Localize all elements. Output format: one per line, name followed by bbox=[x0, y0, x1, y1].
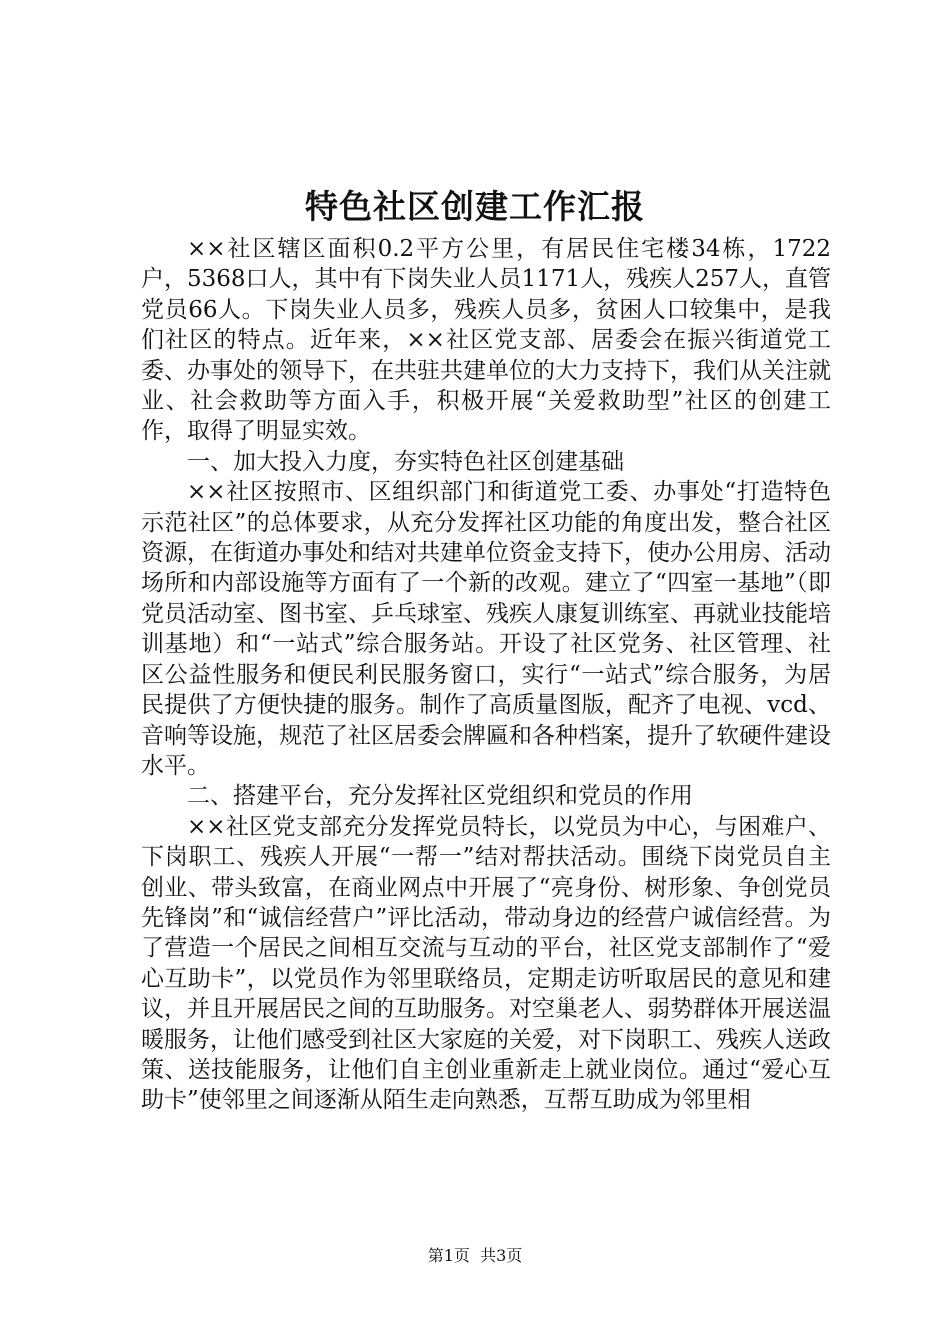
section-heading-2: 二、搭建平台，充分发挥社区党组织和党员的作用 bbox=[187, 783, 693, 810]
page-footer bbox=[0, 1244, 950, 1268]
paragraph-intro: ××社区辖区面积0.2平方公里，有居民住宅楼34栋，1722户，5368口人，其中有下岗失业人员1171人，残疾人257人，直管党员66人。下岗失业人员多，残疾人员多，贫困人口较集中，是我们社区的特点。近年来，××社区党支部、居委会在振兴街道党工委、办事处的领导下，在共驻共建单位的大力支持下，我们从关注就业、社会救助等方面入手，积极开展“关爱救助型”社区的创建工作，取得了明显实效。 bbox=[141, 236, 831, 445]
document-body bbox=[141, 234, 831, 1116]
document-title: 特色社区创建工作汇报 bbox=[305, 187, 645, 226]
paragraph-section-2: ××社区党支部充分发挥党员特长，以党员为中心，与困难户、下岗职工、残疾人开展“一帮一”结对帮扶活动。围绕下岗党员自主创业、带头致富，在商业网点中开展了“亮身份、树形象、争创党员先锋岗”和“诚信经营户”评比活动，带动身边的经营户诚信经营。为了营造一个居民之间相互交流与互动的平台，社区党支部制作了“爱心互助卡”，以党员作为邻里联络员，定期走访听取居民的意见和建议，并且开展居民之间的互助服务。对空巢老人、弱势群体开展送温暖服务，让他们感受到社区大家庭的关爱，对下岗职工、残疾人送政策、送技能服务，让他们自主创业重新走上就业岗位。通过“爱心互助卡”使邻里之间逐渐从陌生走向熟悉，互帮互助成为邻里相 bbox=[141, 813, 831, 1114]
paragraph-section-1: ××社区按照市、区组织部门和街道党工委、办事处“打造特色示范社区”的总体要求，从充分发挥社区功能的角度出发，整合社区资源，在街道办事处和结对共建单位资金支持下，使办公用房、活动场所和内部设施等方面有了一个新的改观。建立了“四室一基地”（即党员活动室、图书室、乒乓球室、残疾人康复训练室、再就业技能培训基地）和“一站式”综合服务站。开设了社区党务、社区管理、社区公益性服务和便民利民服务窗口，实行“一站式”综合服务，为居民提供了方便快捷的服务。制作了高质量图版，配齐了电视、vcd、音响等设施，规范了社区居委会牌匾和各种档案，提升了软硬件建设水平。 bbox=[141, 479, 831, 779]
section-heading-1: 一、加大投入力度，夯实特色社区创建基础 bbox=[187, 448, 624, 475]
page-number: 第1页 共3页 bbox=[427, 1246, 523, 1265]
